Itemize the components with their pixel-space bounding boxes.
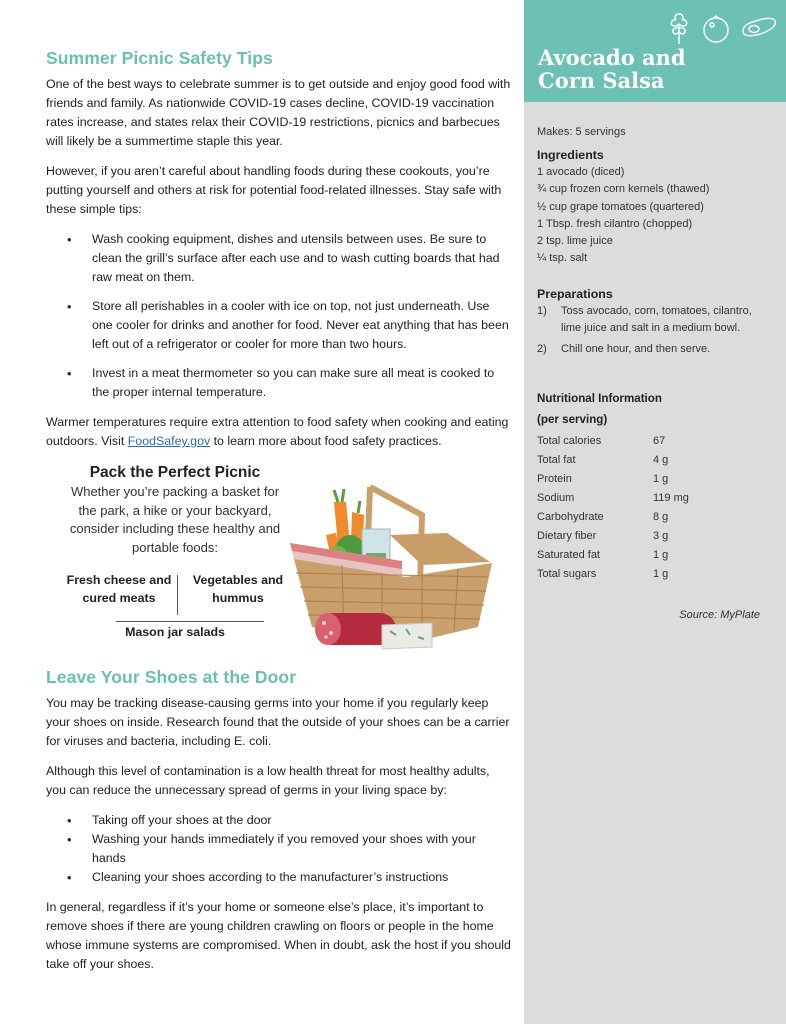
nutrition-heading: Nutritional Information	[537, 391, 662, 405]
list-item: 1) Toss avocado, corn, tomatoes, cilantro, lime juice and salt in a medium bowl.	[537, 304, 752, 334]
list-item: 1 Tbsp. fresh cilantro (chopped)	[537, 217, 693, 230]
list-item: ¼ tsp. salt	[537, 252, 588, 265]
infographic-title: Pack the Perfect Picnic	[89, 464, 261, 481]
list-item: • Taking off your shoes at the door	[92, 811, 512, 830]
table-row: Total fat 4 g	[537, 454, 669, 467]
article-title-shoes: Leave Your Shoes at the Door	[46, 667, 297, 687]
foodsafety-link[interactable]: FoodSafey.gov	[127, 434, 211, 448]
table-row: Total calories 67	[537, 435, 666, 448]
table-row: Protein 1 g	[537, 473, 669, 486]
list-item: • Invest in a meat thermometer so you can make sure all meat is cooked to the proper internal temperature.	[92, 364, 512, 402]
germ-reduction-list	[46, 811, 512, 887]
nutrition-table	[537, 432, 689, 584]
divider	[116, 621, 264, 622]
list-item: 2 tsp. lime juice	[537, 235, 613, 248]
article2-paragraph-3: In general, regardless if it’s your home or someone else’s place, it’s important to remove shoes if there are young children crawling on floors or people in the home whose immune systems are compromised. When in doubt, ask the host if you should take off your shoes.	[46, 900, 511, 971]
divider	[177, 575, 178, 615]
safety-tips-list	[46, 230, 512, 402]
avocado-icon	[740, 15, 778, 41]
article1-paragraph-3: Warmer temperatures require extra attention to food safety when cooking and eating outdoors. Visit FoodSafey.gov to learn more about food safety practices.	[46, 415, 509, 448]
recipe-title: Avocado and Corn Salsa	[538, 45, 686, 93]
article2-paragraph-1: You may be tracking disease-causing germs into your home if you regularly keep your shoes on inside. Research found that the outside of your shoes can be a carrier for viruses and bacteria, including E. coli.	[46, 696, 510, 748]
list-item: • Wash cooking equipment, dishes and utensils between uses. Be sure to clean the grill’s surface after each use and to wash cutting boards that had raw meat on them.	[92, 230, 512, 287]
picnic-basket-illustration	[282, 477, 502, 657]
list-item: ¾ cup frozen corn kernels (thawed)	[537, 183, 710, 196]
preparations-heading: Preparations	[537, 286, 613, 301]
ingredients-list	[537, 164, 774, 268]
list-item: • Cleaning your shoes according to the manufacturer’s instructions	[92, 868, 512, 887]
recipe-header	[524, 0, 786, 102]
article-title-picnic-safety: Summer Picnic Safety Tips	[46, 48, 273, 68]
article2-paragraph-2: Although this level of contamination is a low health threat for most healthy adults, you can reduce the unnecessary spread of germs in your living space by:	[46, 764, 490, 797]
pack-picnic-infographic	[46, 463, 512, 659]
food-item-mason-jar-salads: Mason jar salads	[125, 625, 225, 639]
table-row: Saturated fat 1 g	[537, 549, 669, 562]
table-row: Carbohydrate 8 g	[537, 511, 669, 524]
servings: Makes: 5 servings	[537, 126, 626, 138]
list-item: 1 avocado (diced)	[537, 166, 625, 178]
nutrition-subheading: (per serving)	[537, 412, 608, 426]
tomato-icon	[700, 12, 732, 44]
food-item-cheese-meats: Fresh cheese and cured meats	[66, 573, 172, 605]
list-item: • Store all perishables in a cooler with ice on top, not just underneath. Use one cooler for drinks and another for food. Never eat anything that has been left out of a refrigerator or cooler for more than two hours.	[92, 297, 512, 354]
food-item-vegetables-hummus: Vegetables and hummus	[192, 573, 284, 605]
recipe-sidebar	[524, 0, 786, 1024]
source-credit: Source: MyPlate	[679, 608, 760, 621]
table-row: Dietary fiber 3 g	[537, 530, 669, 543]
infographic-description: Whether you’re packing a basket for the park, a hike or your backyard, consider including these healthy and portable foods:	[69, 484, 281, 555]
main-column	[46, 48, 512, 985]
cilantro-icon	[666, 10, 692, 46]
preparation-steps	[537, 303, 774, 358]
list-item: • Washing your hands immediately if you removed your shoes with your hands	[92, 830, 512, 868]
table-row: Sodium 119 mg	[537, 492, 689, 505]
table-row: Total sugars 1 g	[537, 568, 669, 581]
ingredients-heading: Ingredients	[537, 148, 604, 162]
list-item: ½ cup grape tomatoes (quartered)	[537, 200, 704, 213]
list-item: 2) Chill one hour, and then serve.	[537, 342, 711, 355]
article1-paragraph-1: One of the best ways to celebrate summer is to get outside and enjoy good food with friends and family. As nationwide COVID-19 cases decline, COVID-19 vaccination rates increase, and states relax their COVID-19 restrictions, picnics and barbecues will likely be a summertime staple this year.	[46, 77, 511, 148]
article1-paragraph-2: However, if you aren’t careful about handling foods during these cookouts, you’re putting yourself and others at risk for potential food-related illnesses. Stay safe with these simple tips:	[46, 164, 502, 216]
